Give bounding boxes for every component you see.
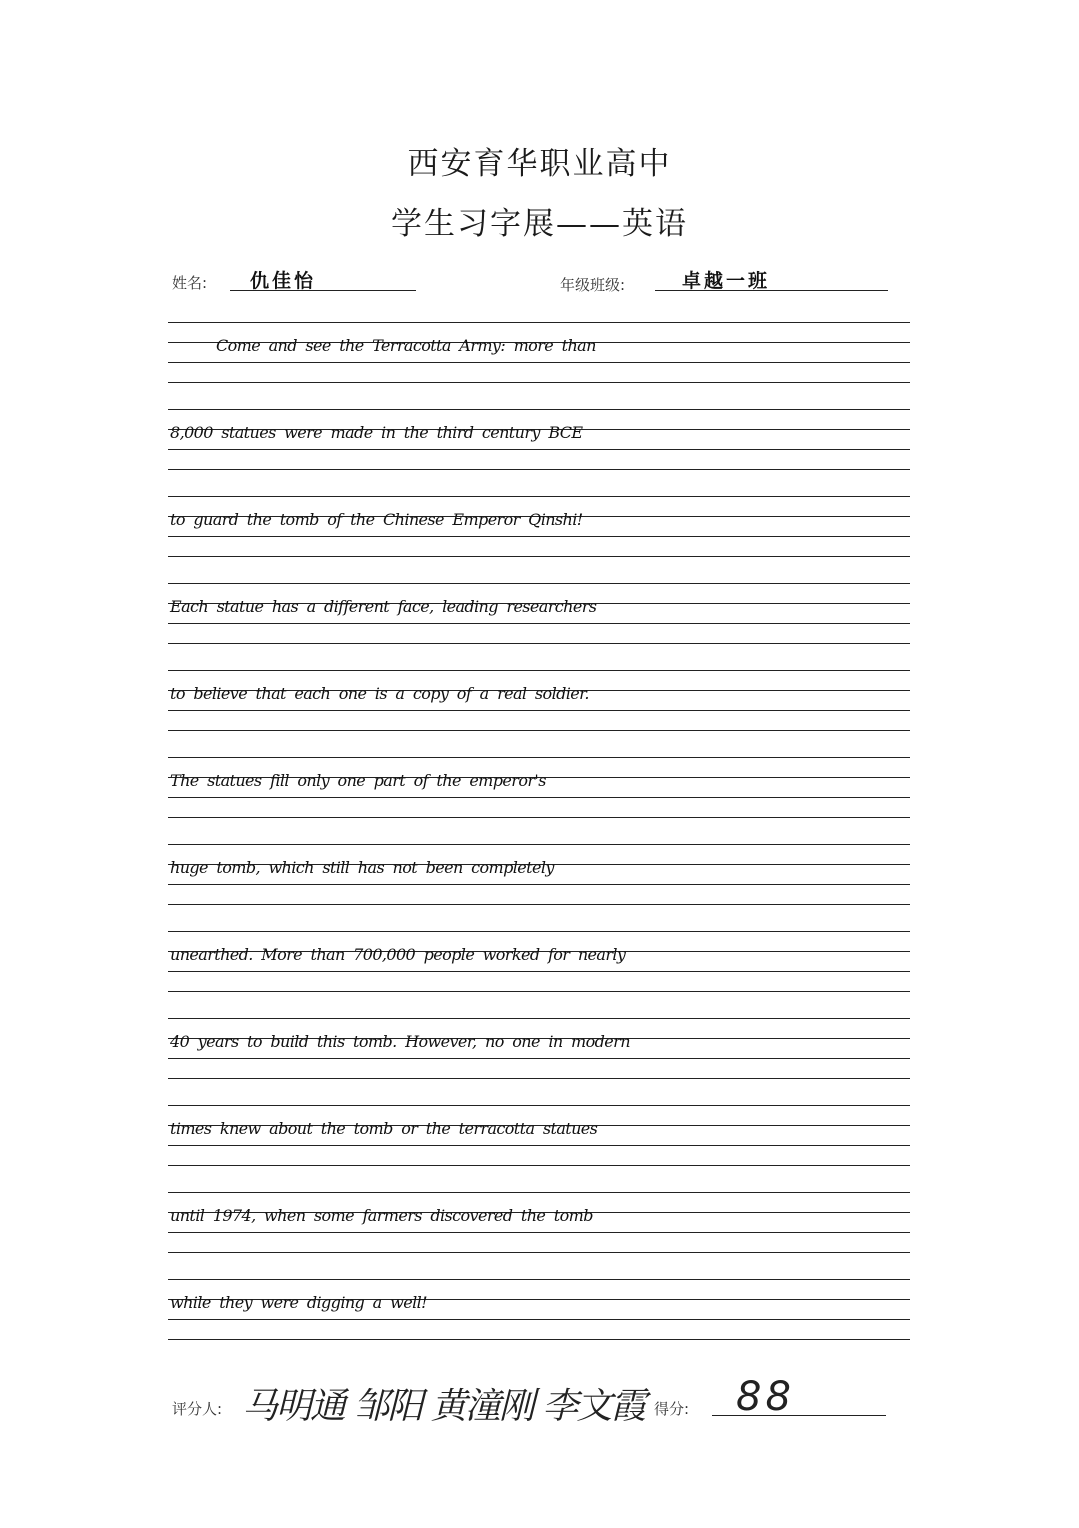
writing-row	[168, 583, 910, 670]
grader-signatures: 马明通 邹阳 黄潼刚 李文霞	[242, 1386, 645, 1427]
grader-label: 评分人:	[172, 1400, 223, 1418]
writing-row	[168, 496, 910, 583]
writing-row	[168, 1018, 910, 1105]
student-name: 仇佳怡	[250, 270, 317, 292]
passage-line: until 1974, when some farmers discovered the tomb	[170, 1206, 593, 1225]
writing-row	[168, 1105, 910, 1192]
school-title: 西安育华职业高中	[407, 146, 672, 182]
passage-line: while they were digging a well!	[170, 1293, 427, 1312]
class-label: 年级班级:	[560, 276, 626, 294]
passage-line: Come and see the Terracotta Army: more than	[216, 336, 596, 355]
exhibition-subtitle: 学生习字展——英语	[391, 206, 688, 242]
passage-line: Each statue has a different face, leading researchers	[170, 597, 597, 616]
writing-row	[168, 1192, 910, 1279]
passage-line: 8,000 statues were made in the third century BCE	[170, 423, 583, 442]
passage-line: to guard the tomb of the Chinese Emperor Qinshi!	[170, 510, 583, 529]
handwriting-area	[168, 322, 910, 1366]
passage-line: unearthed. More than 700,000 people worked for nearly	[170, 945, 626, 964]
writing-row	[168, 1279, 910, 1366]
passage-line: 40 years to build this tomb. However, no one in modern	[170, 1032, 630, 1051]
score-label: 得分:	[654, 1400, 690, 1418]
passage-line: to believe that each one is a copy of a real soldier.	[170, 684, 589, 703]
passage-line: The statues fill only one part of the emperor's	[170, 771, 546, 790]
score-value: 88	[736, 1374, 795, 1420]
writing-row	[168, 670, 910, 757]
writing-row	[168, 931, 910, 1018]
passage-line: huge tomb, which still has not been completely	[170, 858, 554, 877]
class-name: 卓越一班	[682, 270, 771, 292]
passage-line: times knew about the tomb or the terracotta statues	[170, 1119, 598, 1138]
writing-row	[168, 844, 910, 931]
writing-row	[168, 409, 910, 496]
writing-row	[168, 757, 910, 844]
name-label: 姓名:	[172, 274, 208, 292]
writing-row	[168, 322, 910, 409]
